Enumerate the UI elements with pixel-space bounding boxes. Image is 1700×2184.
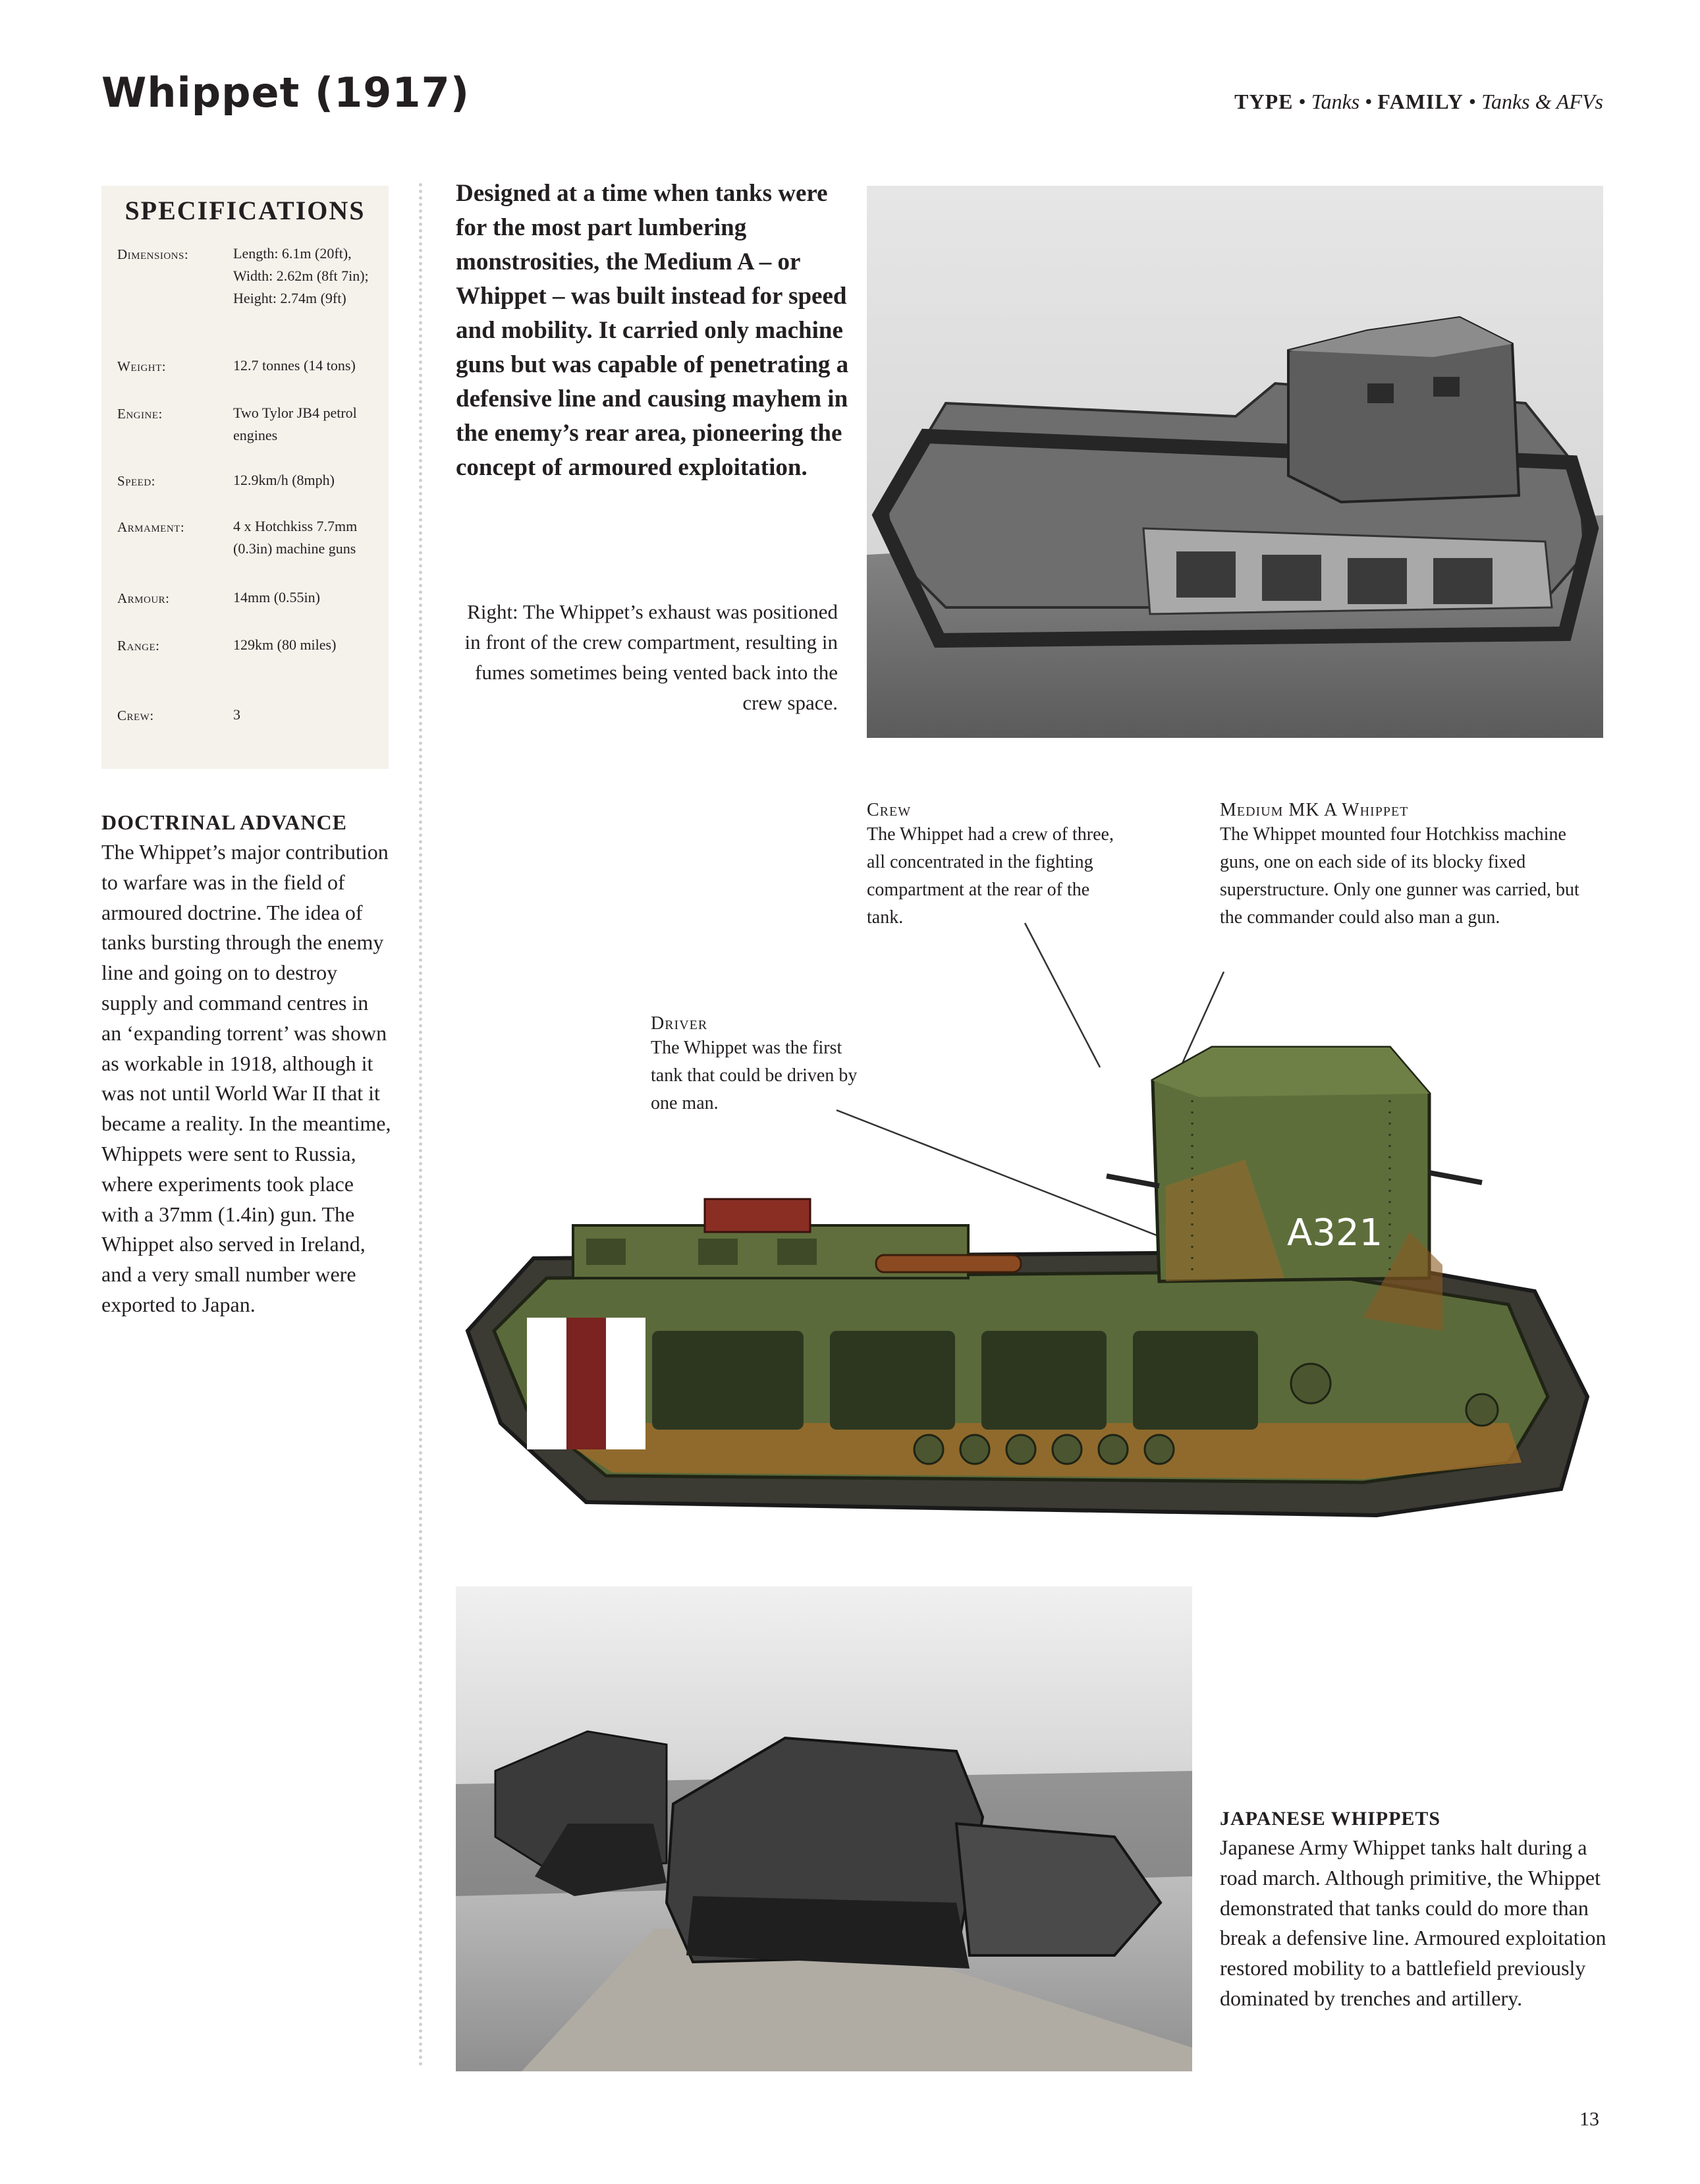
spec-label-armour: Armour: — [117, 590, 170, 606]
spec-value-armour: 14mm (0.55in) — [233, 589, 320, 605]
family-separator: • — [1365, 90, 1373, 113]
specifications-heading: SPECIFICATIONS — [124, 196, 366, 225]
family-label: FAMILY — [1377, 90, 1464, 113]
photo-caption: Right: The Whippet’s exhaust was positioned in front of the crew compartment, resulting in fumes sometimes being vented back into the crew space. — [464, 600, 838, 714]
page-number: 13 — [1579, 2108, 1599, 2130]
family-separator-2: • — [1468, 90, 1477, 113]
doctrinal-section — [101, 810, 391, 1320]
column-divider — [419, 183, 422, 2067]
callout-driver-text: The Whippet was the first tank that could be driven by one man. — [651, 1038, 858, 1113]
callout-driver-title: Driver — [651, 1013, 708, 1034]
callout-medium-title: Medium MK A Whippet — [1220, 800, 1409, 820]
spec-label-engine: Engine: — [117, 406, 163, 422]
type-label: TYPE — [1234, 90, 1294, 113]
japanese-whippets-photo — [456, 1586, 1192, 2071]
spec-value-dimensions: Length: 6.1m (20ft), Width: 2.62m (8ft 7in); Height: 2.74m (9ft) — [233, 245, 369, 306]
tank-body — [468, 1048, 1587, 1515]
type-value: Tanks — [1311, 90, 1360, 113]
spec-label-weight: Weight: — [117, 358, 167, 374]
spec-label-dimensions: Dimensions: — [117, 246, 189, 262]
callout-medium-text: The Whippet mounted four Hotchkiss machine guns, one on each side of its blocky fixed superstructure. Only one gunner was carried, but the commander could also man a gun. — [1220, 824, 1579, 928]
specifications-box — [101, 186, 389, 769]
spec-value-speed: 12.9km/h (8mph) — [233, 472, 335, 488]
spec-value-engine: Two Tylor JB4 petrol engines — [233, 405, 357, 443]
intro-paragraph: Designed at a time when tanks were for the most part lumbering monstrosities, the Medium A – or Whippet – was built instead for speed and mobility. It carried only machine guns but was capable of penetrating a defensive line and causing mayhem in the enemy’s rear area, pioneering the concept of armoured exploitation. — [456, 180, 849, 481]
spec-value-weight: 12.7 tonnes (14 tons) — [233, 357, 356, 374]
spec-value-crew: 3 — [233, 706, 240, 723]
spec-value-range: 129km (80 miles) — [233, 636, 337, 653]
spec-label-armament: Armament: — [117, 519, 185, 535]
spec-value-armament: 4 x Hotchkiss 7.7mm (0.3in) machine guns — [233, 518, 358, 557]
doctrinal-text: The Whippet’s major contribution to warfare was in the field of armoured doctrine. The idea of tanks bursting through the enemy line and going on to destroy supply and command centres in an ‘expanding torrent’ was shown as workable in 1918, although it was not until World War II that it became a reality. In the meantime, Whippets were sent to Russia, where experiments took place with a 37mm (1.4in) gun. The Whippet also served in Ireland, and a very small number were exported to Japan. — [101, 840, 391, 1316]
type-family-line — [1234, 90, 1603, 114]
japanese-text: Japanese Army Whippet tanks halt during a road march. Although primitive, the Whippet demonstrated that tanks could do more than break a defensive line. Armoured exploitation restored mobility to a battlefield previously dominated by trenches and artillery. — [1220, 1835, 1606, 2010]
callout-medium — [1220, 800, 1589, 932]
spec-label-crew: Crew: — [117, 708, 154, 723]
spec-label-speed: Speed: — [117, 473, 156, 489]
spec-label-range: Range: — [117, 638, 160, 654]
whippet-illustration — [454, 922, 1614, 1542]
leader-crew — [1025, 923, 1100, 1067]
whippet-photo-image — [867, 186, 1603, 738]
tank-marking: A321 — [1287, 1212, 1383, 1254]
callout-crew-text: The Whippet had a crew of three, all concentrated in the fighting compartment at the rear of the tank. — [867, 824, 1114, 928]
japanese-heading: JAPANESE WHIPPETS — [1220, 1808, 1441, 1830]
japanese-whippets-photo-image — [456, 1586, 1192, 2071]
family-value: Tanks & AFVs — [1481, 90, 1603, 113]
type-separator: • — [1298, 90, 1306, 113]
page-title: Whippet (1917) — [101, 69, 470, 117]
japanese-section — [1220, 1808, 1615, 2014]
callout-crew — [867, 800, 1130, 932]
callout-crew-title: Crew — [867, 800, 912, 820]
whippet-photo — [867, 186, 1603, 738]
doctrinal-heading: DOCTRINAL ADVANCE — [101, 810, 347, 834]
